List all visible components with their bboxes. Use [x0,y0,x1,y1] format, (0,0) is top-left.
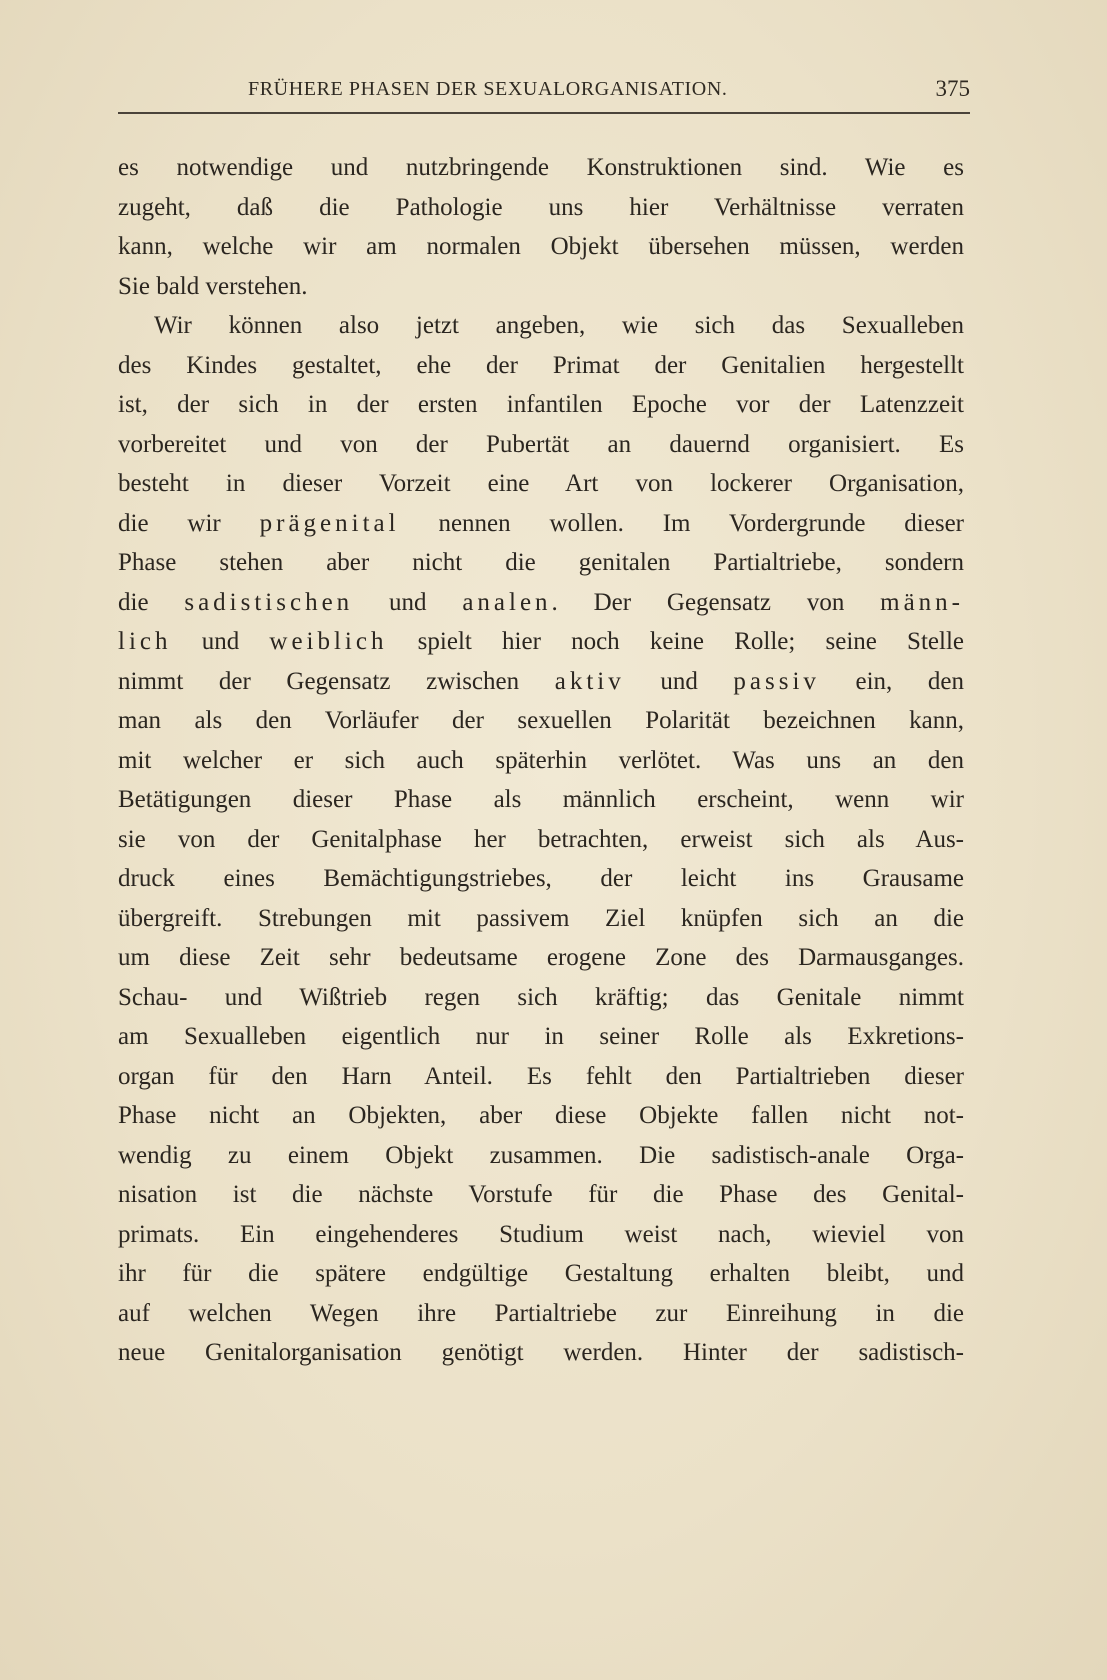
text-line [118,148,964,188]
text-line [118,425,964,465]
text-segment: es notwendige und nutzbringende Konstruktionen sind. Wie es [118,154,964,181]
text-segment: um diese Zeit sehr bedeutsame erogene Zone des Darmausganges. [118,944,964,971]
text-line [118,899,964,939]
text-segment: neue Genitalorganisation genötigt werden. Hinter der sadistisch- [118,1339,964,1366]
text-segment: Wir können also jetzt angeben, wie sich das Sexualleben [154,312,964,339]
text-segment: und [624,667,734,695]
text-line [118,227,964,267]
text-segment: spielt hier noch keine Rolle; seine Stelle [387,628,964,655]
text-line [118,583,964,623]
text-line [118,306,964,346]
text-segment: übergreift. Strebungen mit passivem Ziel knüpfen sich an die [118,904,964,932]
text-line [118,543,964,583]
header-rule [118,112,970,114]
text-line [118,859,964,899]
text-line [118,741,964,781]
text-line [118,385,964,425]
text-segment: besteht in dieser Vorzeit eine Art von lockerer Organisation, [118,470,964,497]
text-line [118,820,964,860]
emphasized-text: aktiv [554,667,625,695]
emphasized-text: prägenital [259,509,400,537]
text-line [118,622,964,662]
text-line [118,346,964,386]
text-segment: nennen wollen. Im Vordergrunde dieser [399,509,964,537]
text-segment: ihr für die spätere endgültige Gestaltung erhalten bleibt, und [118,1260,964,1287]
text-segment: am Sexualleben eigentlich nur in seiner Rolle als Exkretions- [118,1023,964,1050]
text-segment: zugeht, daß die Pathologie uns hier Verhältnisse verraten [118,193,964,221]
text-segment: und [171,628,270,655]
emphasized-text: männ- [880,588,965,616]
text-segment: und [353,588,463,616]
text-segment: nimmt der Gegensatz zwischen [118,667,555,695]
text-line [118,780,964,820]
text-line [118,978,964,1018]
text-segment: nisation ist die nächste Vorstufe für die Phase des Genital- [118,1181,964,1208]
text-segment: sie von der Genitalphase her betrachten, erweist sich als Aus- [118,825,964,853]
text-segment: ist, der sich in der ersten infantilen Epoche vor der Latenzzeit [118,391,964,418]
text-segment: Betätigungen dieser Phase als männlich erscheint, wenn wir [118,786,964,813]
page-number: 375 [935,76,970,101]
text-line [118,662,964,702]
emphasized-text: sadistischen [184,588,354,616]
text-line [118,464,964,504]
text-line [118,1136,964,1176]
text-line [118,1294,964,1334]
emphasized-text: analen [462,588,552,616]
text-segment: vorbereitet und von der Pubertät an dauernd organisiert. Es [118,430,964,458]
text-segment: Schau- und Wißtrieb regen sich kräftig; das Genitale nimmt [118,983,964,1011]
text-line [118,504,964,544]
text-segment: mit welcher er sich auch späterhin verlötet. Was uns an den [118,746,964,774]
text-segment: Sie bald verstehen. [118,272,308,300]
text-segment: wendig zu einem Objekt zusammen. Die sadistisch-anale Orga- [118,1141,964,1169]
text-line [118,1215,964,1255]
text-line [118,1333,964,1373]
body-text [118,148,964,1373]
text-segment: man als den Vorläufer der sexuellen Polarität bezeichnen kann, [118,707,964,734]
text-segment: Phase stehen aber nicht die genitalen Partialtriebe, sondern [118,549,964,576]
text-line [118,1096,964,1136]
text-line [118,938,964,978]
text-segment: auf welchen Wegen ihre Partialtriebe zur Einreihung in die [118,1299,964,1327]
text-line [118,701,964,741]
text-line [118,1254,964,1294]
emphasized-text: passiv [733,667,820,695]
text-line [118,188,964,228]
text-segment: . Der Gegensatz von [551,588,881,616]
text-line [118,267,964,307]
text-line [118,1017,964,1057]
text-segment: kann, welche wir am normalen Objekt übersehen müssen, werden [118,233,964,260]
text-segment: Phase nicht an Objekten, aber diese Objekte fallen nicht not- [118,1102,964,1129]
text-segment: ein, den [819,667,965,695]
text-segment: die wir [118,509,260,537]
text-segment: des Kindes gestaltet, ehe der Primat der Genitalien hergestellt [118,351,964,379]
page-header [118,74,970,114]
text-segment: organ für den Harn Anteil. Es fehlt den Partialtrieben dieser [118,1062,964,1090]
running-title: FRÜHERE PHASEN DER SEXUALORGANISATION. [248,78,728,100]
text-segment: die [118,588,185,616]
text-line [118,1057,964,1097]
text-segment: druck eines Bemächtigungstriebes, der leicht ins Grausame [118,865,964,892]
emphasized-text: weiblich [269,628,388,655]
emphasized-text: lich [118,628,172,655]
text-segment: primats. Ein eingehenderes Studium weist nach, wieviel von [118,1220,964,1248]
text-line [118,1175,964,1215]
